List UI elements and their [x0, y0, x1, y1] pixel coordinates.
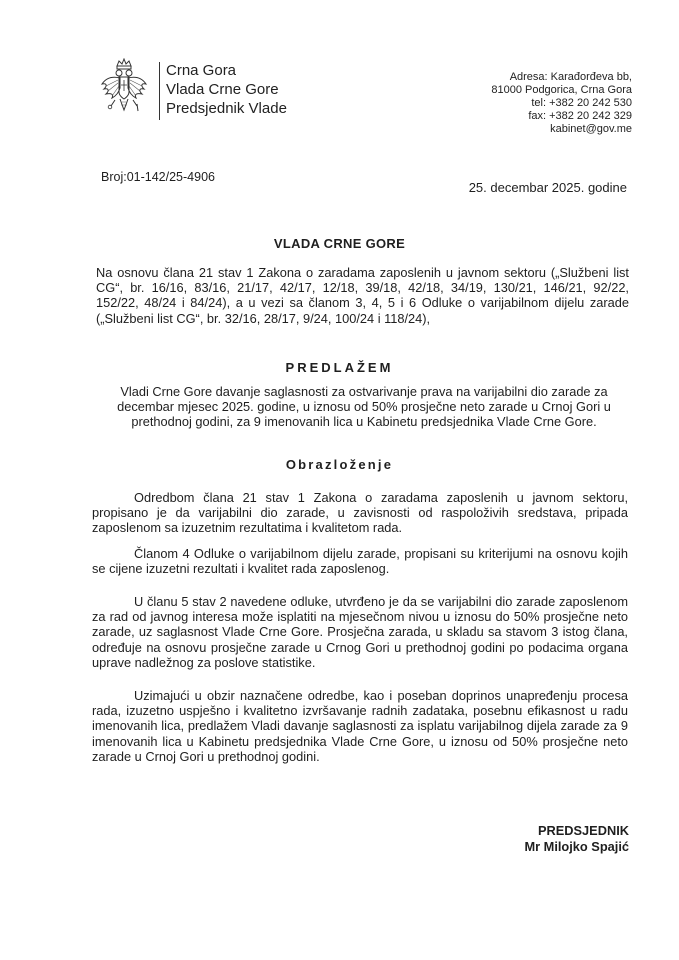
signature-block — [524, 823, 629, 855]
signature-role: PREDSJEDNIK — [537, 823, 629, 838]
explanation-paragraph-4: Uzimajući u obzir naznačene odredbe, kao i poseban doprinos unapređenju procesa rada, izuzetno uspješno i kvalitetno izvršavanje radnih zadataka, posebnu efikasnost u radu imenovanih lica, predlažem Vladi davanje saglasnosti za isplatu varijabilnog dijela zarade za 9 imenovanih lica u Kabinetu predsjednika Vlade Crne Gore, u iznosu od 50% prosječne neto zarade u Crnoj Gori u prethodnoj godini. — [92, 688, 628, 764]
contact-email: kabinet@gov.me — [550, 123, 632, 135]
intro-paragraph: Na osnovu člana 21 stav 1 Zakona o zaradama zaposlenih u javnom sektoru („Službeni list CG“, br. 16/16, 83/16, 21/17, 42/17, 12/18, 39/18, 42/18, 34/19, 130/21, 146/21, 92/22, 152/22, 48/24 i 84/24), a u vezi sa članom 3, 4, 5 i 6 Odluke o varijabilnom dijelu zarade („Službeni list CG“, br. 32/16, 28/17, 9/24, 100/24 i 118/24), — [96, 265, 629, 326]
explanation-paragraph-3: U članu 5 stav 2 navedene odluke, utvrđeno je da se varijabilni dio zarade zaposlenom za rad od javnog interesa može isplatiti na mjesečnom nivou u iznosu do 50% prosječne neto zarade, uz saglasnost Vlade Crne Gore. Prosječna zarada, u skladu sa stavom 3 istog člana, određuje na osnovu prosječne zarade u Crnog Gori u prethodnoj godini po podacima organa uprave nadležnog za poslove statistike. — [92, 594, 628, 670]
proposal-heading: PREDLAŽEM — [285, 360, 394, 375]
signature-name: Mr Milojko Spajić — [524, 839, 629, 854]
proposal-paragraph: Vladi Crne Gore davanje saglasnosti za ostvarivanje prava na varijabilni dio zarade za decembar mjesec 2025. godine, u iznosu od 50% prosječne neto zarade u Crnoj Gori u prethodnoj godini, za 9 imenovanih lica u Kabinetu predsjednika Vlade Crne Gore. — [117, 384, 611, 430]
contact-phone: tel: +382 20 242 530 — [531, 97, 632, 109]
document-date: 25. decembar 2025. godine — [468, 180, 627, 195]
reference-number: Broj:01-142/25-4906 — [101, 170, 215, 184]
government-block — [166, 61, 287, 118]
gov-line-government: Vlada Crne Gore — [166, 81, 279, 98]
explanation-paragraph-2: Članom 4 Odluke o varijabilnom dijelu zarade, propisani su kriterijumi na osnovu kojih se cijene izuzetni rezultati i kvalitet rada zaposlenog. — [92, 546, 628, 577]
explanation-paragraph-1: Odredbom člana 21 stav 1 Zakona o zaradama zaposlenih u javnom sektoru, propisano je da varijabilni dio zarade, u zavisnosti od raspoloživih sredstava, pripada zaposlenom sa izuzetnim rezultatima i kvalitetom rada. — [92, 490, 628, 536]
header-divider — [159, 62, 160, 120]
explanation-heading: Obrazloženje — [285, 457, 394, 472]
contact-address: Adresa: Karađorđeva bb, — [509, 71, 632, 83]
gov-line-country: Crna Gora — [166, 62, 237, 79]
document-title: VLADA CRNE GORE — [273, 236, 406, 251]
coat-of-arms-icon — [100, 58, 148, 114]
contact-block — [491, 71, 632, 136]
gov-line-office: Predsjednik Vlade — [166, 100, 287, 117]
contact-fax: fax: +382 20 242 329 — [528, 110, 632, 122]
contact-city: 81000 Podgorica, Crna Gora — [491, 84, 632, 96]
